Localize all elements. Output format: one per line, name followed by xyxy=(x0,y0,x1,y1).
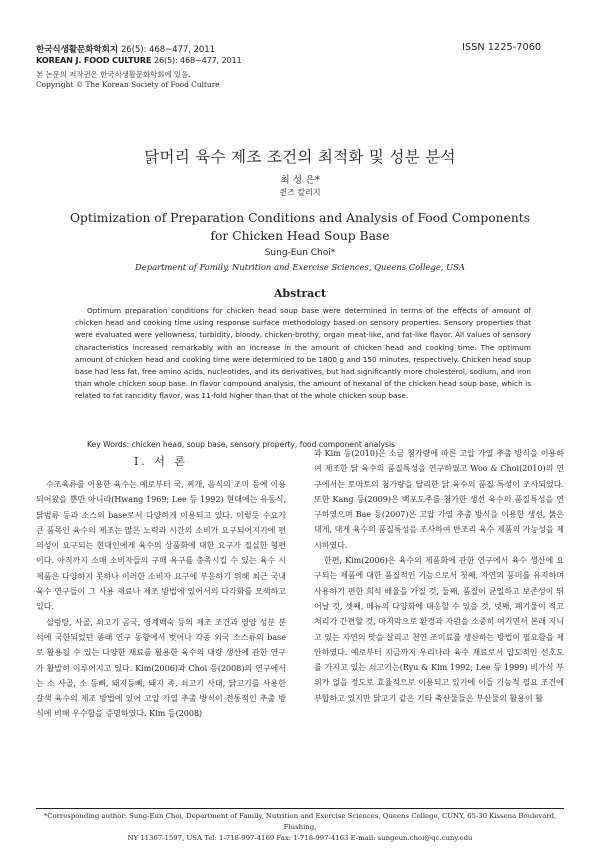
copyright-note-ko: 본 논문의 저작권은 한국식생활문화학회에 있음. xyxy=(36,70,191,79)
paragraph: 수조육류를 이용한 육수는 예로부터 국, 찌개, 음식의 조미 등에 이용되어왔을 뿐만 아니라(Hwang 1969; Lee 등 1992) 현대에는 유동식, 닭범류 등과 소스의 base로서 다양하게 이용되고 있다. 이렇듯 수요가 큰 품목인 육수의 제조는 많은 노력과 시간의 소비가 요구되어지기에 편의성이 요구되는 현대인에게 육수의 상품화에 대한 요구가 절실한 형편이다. 아직까지 소매 소비자들의 구매 욕구를 충족시킬 수 있는 육수 시제품은 다양하지 못하나 이러한 소비자 요구에 부응하기 위해 최근 국내 육수 연구들이 그 사용 재료나 제조 방법에 있어서의 다각화를 모색하고 있다. xyxy=(36,480,286,612)
journal-title-ko: 한국식생활문화학회지 xyxy=(36,45,119,55)
author-en: Sung-Eun Choi* xyxy=(264,248,336,258)
abstract-body: Optimum preparation conditions for chicken head soup base were determined in terms of the effects of amount of chicken head and cooking time using response surface methodology based on sensory properties. Sensory properties that were evaluated were yellowness, turbidity, bloody, chicken-brothy, organ meat-like, and fat-like flavor. All values of sensory characteristics increased remarkably with an increase in the amount of chicken head and cooking time. The optimum amount of chicken head and cooking time were determined to be 1800 g and 150 minutes, respectively. Chicken head soup base had less fat, free amino acids, nucleotides, and its derivatives, but had significantly more cholesterol, sodium, and iron than whole chicken soup base. In flavor compound analysis, the amount of hexanal of the chicken head soup base, which is related to fat rancidity flavor, was 11-fold higher than that of the whole chicken soup base. xyxy=(75,306,531,401)
paragraph: 설렁탕, 사골, 쇠고기 곰국, 영계백숙 등의 제조 조건과 영양 성분 분석에 국한되었던 종래 연구 동향에서 벗어나 각종 외국 소스류의 base로 활용될 수 있는 다양한 재료를 활용한 육수의 대량 생산에 관한 연구가 활발히 이루어지고 있다. Kim(2006)과 Choi 등(2008)의 연구에서는 소 사골, 소 등뼈, 돼지등뼈, 돼지 족, 쇠고기 사태, 닭고기를 사용한 갈색 육수의 제조 방법에 있어 고압 가열 추출 방식이 전통적인 추출 방식에 비해 우수함을 증명하였다. Kim 등(2008) xyxy=(36,617,286,719)
footnote-divider xyxy=(36,808,564,809)
issn: ISSN 1225-7060 xyxy=(462,42,542,53)
copyright-line: Copyright © The Korean Society of Food Culture xyxy=(36,80,220,89)
journal-volume-ko: 26(5): 468~477, 2011 xyxy=(120,45,216,55)
journal-volume-en: 26(5): 468~477, 2011 xyxy=(153,55,242,65)
paper-title-en-line2: for Chicken Head Soup Base xyxy=(210,228,390,243)
abstract-heading: Abstract xyxy=(273,287,327,300)
journal-name-en xyxy=(36,55,242,65)
paper-title-en-line1: Optimization of Preparation Conditions and Analysis of Food Components xyxy=(69,211,531,225)
paper-title-en xyxy=(0,210,600,245)
body-column-right xyxy=(314,446,564,706)
paragraph: 한편, Kim(2006)은 육수의 제품화에 관한 연구에서 육수 생산에 요구되는 제품에 대한 품질적인 기능으로서 첫째, 자연의 풍미를 유지하며 사용하기 편한 희석 배율을 가질 것, 둘째, 품질이 균일하고 보존성이 뛰어날 것, 셋째, 메뉴의 다양화에 대응할 수 있을 것, 넷째, 폐기물이 적고 처리가 간편할 것, 마지막으로 환경과 자원을 소중히 여기면서 본래 지니고 있는 자연의 맛을 살리고 천연 조미료를 생산하는 방법이 필요함을 제안하였다. 예로부터 지금까지 우리나라 육수 재료로서 압도적인 선호도를 가지고 있는 쇠고기는(Ryu & Kim 1992; Lee 등 1999) 비가식 부위가 없을 정도로 효율적으로 이용되고 있기에 이들 기능적 필요 조건에 부합하고 있지만 닭고기 같은 기타 축산물들은 부산물의 활용이 활 xyxy=(314,556,564,703)
paper-title-ko: 닭머리 육수 제조 조건의 최적화 및 성분 분석 xyxy=(144,148,456,166)
author-ko: 최 성 은* xyxy=(280,175,320,186)
affiliation-ko: 퀸즈 칼리지 xyxy=(279,188,321,197)
footnote-line: NY 11367-1597, USA Tel: 1-718-997-4169 Fax: 1-718-997-4163 E-mail: sungeun.choi@qc.cuny.edu xyxy=(127,834,473,843)
body-column-left xyxy=(36,477,286,722)
corresponding-author-footnote xyxy=(36,811,564,845)
keywords: Key Words: chicken head, soup base, sensory property, food component analysis xyxy=(87,440,396,449)
journal-title-en: KOREAN J. FOOD CULTURE xyxy=(36,55,152,65)
footnote-line: *Corresponding author: Sung-Eun Choi, Department of Family, Nutrition and Exercise Sciences, Queens College, CUNY, 65-30 Kissena Boulevard, Flushing, xyxy=(43,812,557,832)
paragraph: 과 Kim 등(2010)은 소금 첨가량에 따른 고압 가열 추출 방식을 이용하여 제조한 닭 육수의 품질특성을 연구하였고 Woo & Choi(2010)의 연구에서는 토마토의 첨가량을 달리한 닭 육수의 품질 특성이 조사되었다. 또한 Kang 등(2009)은 백포도주를 첨가한 생선 육수의 품질특성을 연구하였으며 Bae 등(2007)은 고압 가열 추출 방식을 이용한 생선, 붉은 대게, 대게 육수의 품질특성을 조사하여 반조리 육수 제품의 가능성을 제시하였다. xyxy=(314,449,564,550)
journal-name-ko xyxy=(36,43,215,55)
affiliation-en: Department of Family, Nutrition and Exercise Sciences, Queens College, USA xyxy=(135,262,465,272)
section-title-introduction: I. 서 론 xyxy=(133,455,189,468)
